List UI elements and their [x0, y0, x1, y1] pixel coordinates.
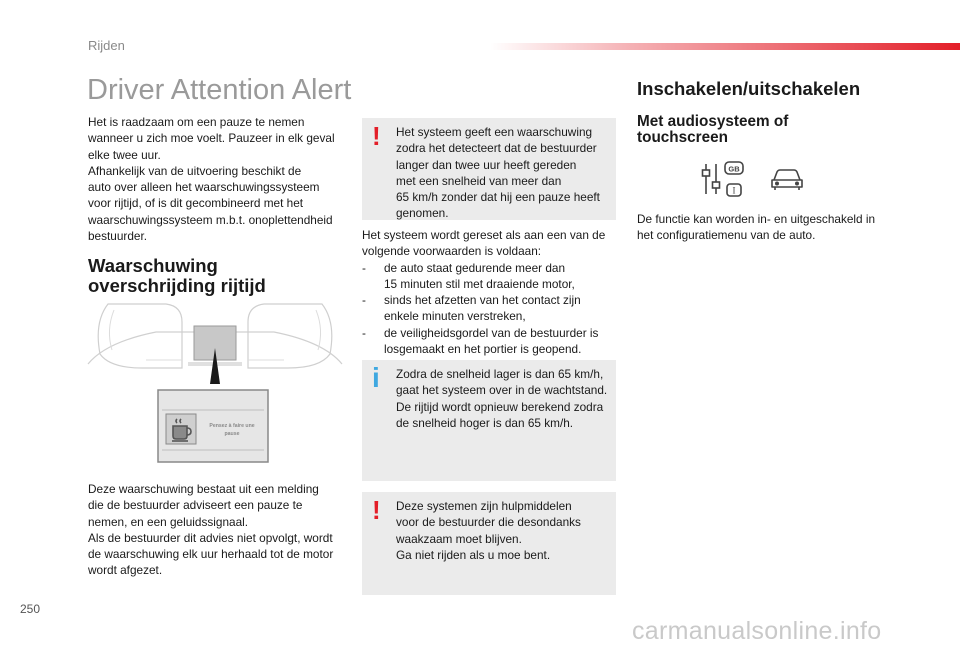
warning-note-2 [362, 492, 616, 595]
instrument-cluster-illustration [86, 302, 344, 470]
text-line: Zodra de snelheid lager is dan 65 km/h, [396, 367, 604, 381]
list-item [362, 292, 622, 325]
text-line: de veiligheidsgordel van de bestuurder is [384, 325, 599, 340]
text-line: gaat het systeem over in de wachtstand. [396, 383, 608, 398]
text-line: enkele minuten verstreken, [384, 309, 526, 324]
heading-line: Waarschuwing [88, 255, 218, 276]
warning-note-1 [362, 118, 616, 220]
text-line: sinds het afzetten van het contact zijn [384, 293, 581, 308]
text-line: Het is raadzaam om een pauze te nemen [88, 115, 305, 129]
info-note [362, 360, 616, 481]
config-paragraph [637, 211, 892, 244]
note-text [396, 124, 611, 222]
text-line: waakzaam moet blijven. [396, 531, 522, 546]
text-line: die de bestuurder adviseert een pauze te [88, 498, 303, 513]
text-line: Afhankelijk van de uitvoering beschikt de [88, 163, 302, 178]
heading-line: touchscreen [637, 129, 728, 146]
badge-label: I [732, 185, 736, 196]
conditions-list [362, 260, 622, 358]
intro-paragraph [88, 114, 350, 244]
text-line: voor rijtijd, of is dit gecombineerd met het [88, 196, 304, 211]
heading-line: Met audiosysteem of [637, 113, 789, 130]
text-line: 15 minuten stil met draaiende motor, [384, 276, 575, 291]
toggle-heading: Inschakelen/uitschakelen [637, 78, 861, 99]
text-line: Het systeem geeft een waarschuwing [396, 125, 593, 139]
text-line: genomen. [396, 206, 449, 221]
display-message-line: Pensez à faire une [209, 423, 255, 429]
text-line: Als de bestuurder dit advies niet opvolgt, wordt [88, 530, 333, 545]
text-line: wanneer u zich moe voelt. Pauzeer in elk geval [88, 131, 335, 146]
text-line: de snelheid hoger is dan 65 km/h. [396, 415, 574, 430]
text-line: elke twee uur. [88, 147, 161, 162]
overtime-heading [88, 256, 348, 296]
text-line: Deze waarschuwing bestaat uit een melding [88, 482, 319, 496]
text-line: het configuratiemenu van de auto. [637, 228, 816, 243]
reset-conditions [362, 227, 622, 357]
audio-subheading [637, 114, 857, 146]
text-line: de auto staat gedurende meer dan [384, 260, 566, 275]
text-line: bestuurder. [88, 229, 148, 244]
text-line: wordt afgezet. [88, 563, 163, 578]
header-accent-bar [490, 43, 960, 50]
text-line: volgende voorwaarden is voldaan: [362, 244, 542, 259]
text-line: langer dan twee uur heeft gereden [396, 157, 577, 172]
note-text [396, 498, 611, 563]
info-icon: i [372, 362, 380, 393]
car-icon [772, 170, 802, 190]
page-number: 250 [20, 602, 41, 616]
text-line: De rijtijd wordt opnieuw berekend zodra [396, 399, 604, 414]
warning-exclamation-icon: ! [372, 495, 381, 525]
note-text [396, 366, 611, 431]
text-line: de waarschuwing elk uur herhaald tot de motor [88, 547, 334, 562]
display-message-line: pause [224, 431, 240, 437]
settings-icons [700, 158, 810, 200]
text-line: losgemaakt en het portier is geopend. [384, 342, 582, 357]
list-item [362, 325, 622, 358]
overtime-paragraph [88, 481, 350, 579]
text-line: De functie kan worden in- en uitgeschakeld in [637, 212, 876, 226]
warning-exclamation-icon: ! [372, 121, 381, 151]
badge-label: GB [728, 164, 740, 174]
text-line: waarschuwingssysteem m.b.t. onoplettendheid [88, 212, 333, 227]
text-line: Ga niet rijden als u moe bent. [396, 547, 551, 562]
text-line: Het systeem wordt gereset als aan een van de [362, 228, 606, 242]
text-line: 65 km/h zonder dat hij een pauze heeft [396, 190, 600, 205]
text-line: zodra het detecteert dat de bestuurder [396, 141, 597, 156]
text-line: voor de bestuurder die desondanks [396, 515, 581, 530]
text-line: met een snelheid van meer dan [396, 173, 562, 188]
text-line: Deze systemen zijn hulpmiddelen [396, 499, 572, 513]
page-title: Driver Attention Alert [87, 74, 352, 106]
watermark: carmanualsonline.info [632, 617, 882, 645]
heading-line: overschrijding rijtijd [88, 275, 266, 296]
list-item [362, 260, 622, 293]
text-line: auto over alleen het waarschuwingssysteem [88, 180, 320, 195]
text-line: nemen, en een geluidssignaal. [88, 514, 249, 529]
section-label: Rijden [88, 38, 125, 53]
